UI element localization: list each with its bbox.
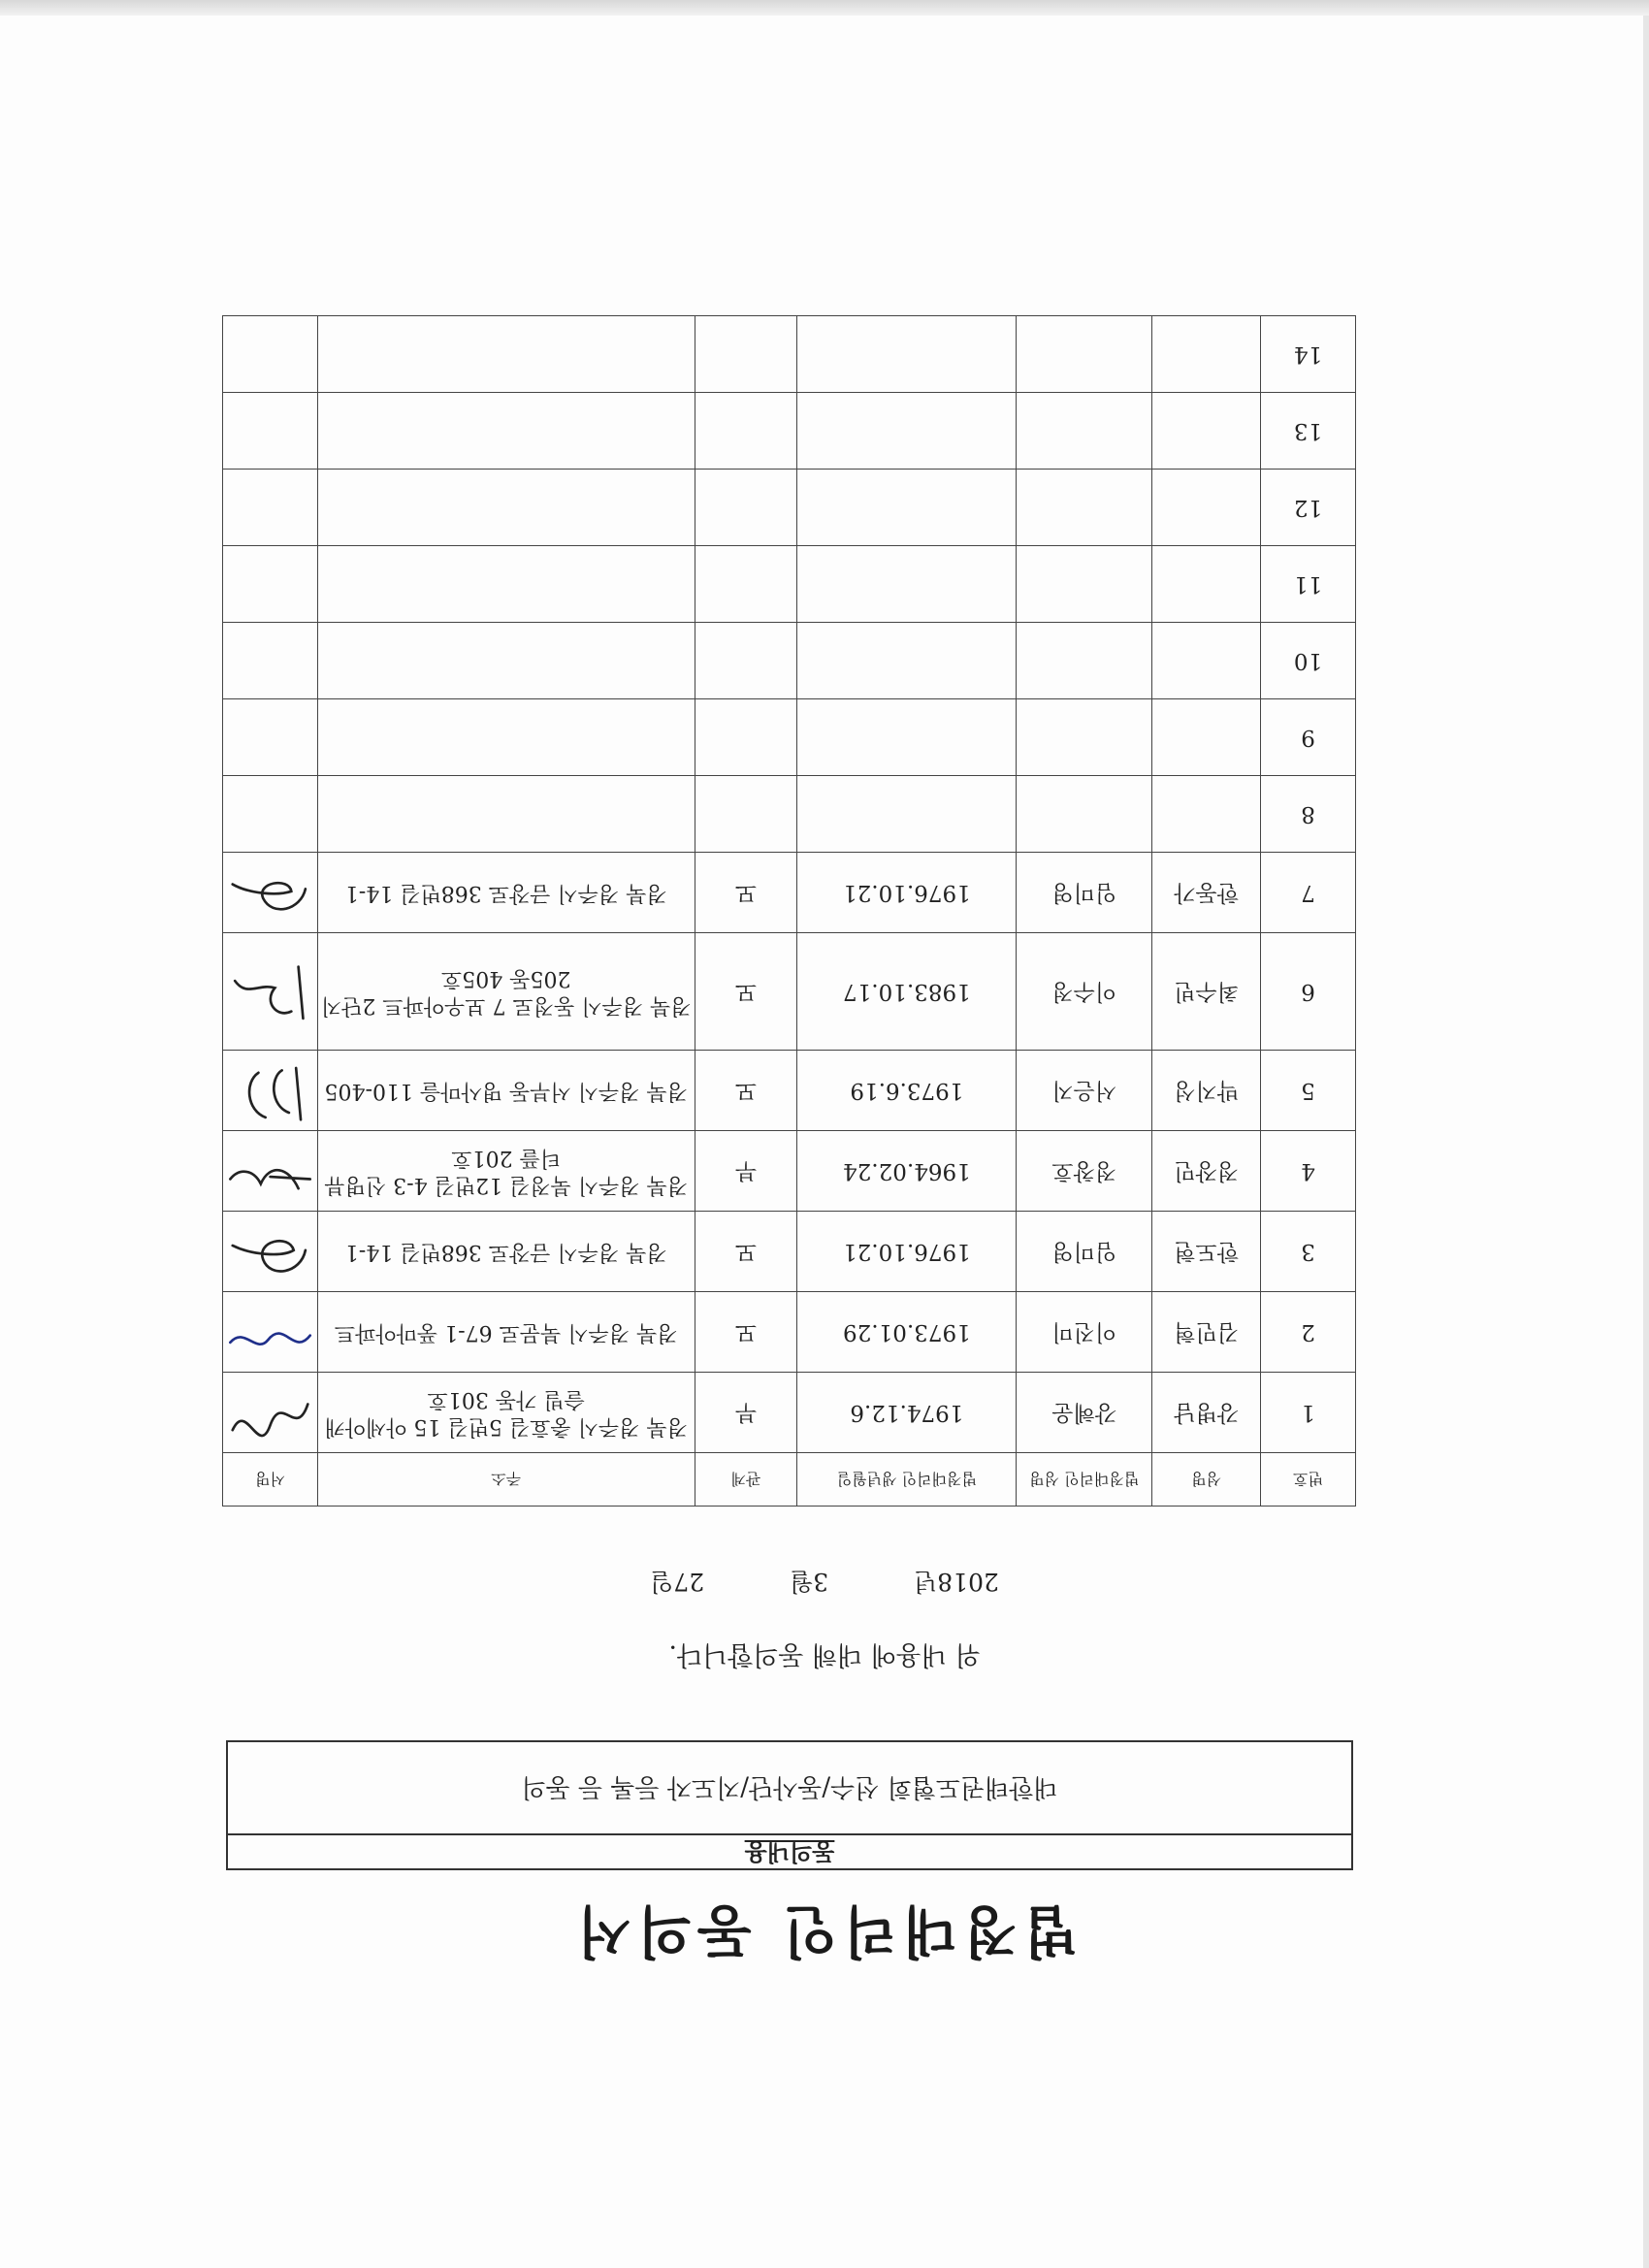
cell-no: 11 [1261,546,1356,623]
cell-no: 1 [1261,1373,1356,1453]
cell-relation: 모 [695,1212,797,1292]
cell-signature [223,393,318,470]
table-row [223,623,1356,699]
cell-signature [223,933,318,1051]
scan-edge [0,0,1649,16]
cell-relation [695,393,797,470]
cell-address [317,316,695,393]
cell-address: 경북 경주시 북문로 67-1 풍마아파트 [317,1292,695,1373]
cell-guardian-birth: 1964.02.24 [797,1131,1017,1212]
handwritten-signature [223,1220,317,1291]
table-row [223,1051,1356,1131]
cell-signature [223,1292,318,1373]
cell-address: 경북 경주시 금장로 368번길 14-1 [317,1212,695,1292]
header-address: 주소 [317,1453,695,1507]
cell-no: 6 [1261,933,1356,1051]
cell-relation [695,316,797,393]
cell-guardian-birth: 1973.6.19 [797,1051,1017,1131]
cell-no: 2 [1261,1292,1356,1373]
cell-name: 정장민 [1152,1131,1261,1212]
cell-signature [223,1212,318,1292]
cell-relation [695,546,797,623]
handwritten-signature [223,1301,317,1372]
cell-name: 한동가 [1152,853,1261,933]
cell-relation: 모 [695,1292,797,1373]
document-title: 법정대리인 동의서 [570,1898,1079,1964]
cell-address [317,470,695,546]
cell-name [1152,393,1261,470]
cell-name [1152,546,1261,623]
cell-no: 14 [1261,316,1356,393]
cell-name: 박지성 [1152,1051,1261,1131]
cell-signature [223,623,318,699]
cell-no: 8 [1261,776,1356,853]
cell-guardian-birth [797,316,1017,393]
cell-signature [223,853,318,933]
cell-name [1152,699,1261,776]
cell-relation: 모 [695,933,797,1051]
cell-name [1152,316,1261,393]
cell-guardian-name: 이진미 [1017,1292,1152,1373]
cell-guardian-birth: 1983.10.17 [797,933,1017,1051]
date-day: 27일 [650,1568,705,1596]
table-row [223,1131,1356,1212]
cell-no: 10 [1261,623,1356,699]
guardian-table [222,315,1356,1507]
date-line [0,1566,1649,1601]
cell-no: 7 [1261,853,1356,933]
cell-no: 5 [1261,1051,1356,1131]
cell-relation [695,470,797,546]
cell-guardian-name: 강혜운 [1017,1373,1152,1453]
cell-guardian-name: 정창호 [1017,1131,1152,1212]
cell-guardian-birth: 1973.01.29 [797,1292,1017,1373]
cell-name: 강병남 [1152,1373,1261,1453]
cell-relation: 모 [695,853,797,933]
table-row [223,776,1356,853]
table-header-row [223,1453,1356,1507]
cell-no: 3 [1261,1212,1356,1292]
cell-relation: 부 [695,1373,797,1453]
handwritten-signature [223,960,317,1031]
cell-guardian-name: 임미영 [1017,853,1152,933]
table-row [223,546,1356,623]
header-relation: 관계 [695,1453,797,1507]
cell-name: 한도현 [1152,1212,1261,1292]
cell-signature [223,470,318,546]
cell-guardian-name: 서은지 [1017,1051,1152,1131]
table-row [223,1212,1356,1292]
consent-body: 대한태권도협회 선수/동사단/지도자 등록 등 동의 [521,1772,1058,1801]
cell-address: 경북 경주시 동정로 7 보우아파트 2단지 205동 405호 [317,933,695,1051]
consent-header: 동의내용 [228,1833,1351,1868]
cell-address [317,546,695,623]
cell-signature [223,546,318,623]
header-guardian-name: 법정대리인 성명 [1017,1453,1152,1507]
cell-name: 김민혁 [1152,1292,1261,1373]
cell-guardian-name [1017,470,1152,546]
cell-guardian-birth: 1976.10.21 [797,853,1017,933]
cell-address: 경북 경주시 서부동 명사마을 110-405 [317,1051,695,1131]
cell-address: 경북 경주시 북정길 12번길 4-3 신명뷰티플 201호 [317,1131,695,1212]
cell-address [317,699,695,776]
table-row [223,853,1356,933]
cell-guardian-name: 임미영 [1017,1212,1152,1292]
cell-guardian-name: 이수정 [1017,933,1152,1051]
cell-relation [695,623,797,699]
cell-relation [695,699,797,776]
cell-relation: 부 [695,1131,797,1212]
cell-name [1152,776,1261,853]
cell-signature [223,1131,318,1212]
consent-box [226,1740,1353,1870]
cell-guardian-birth: 1976.10.21 [797,1212,1017,1292]
cell-address: 경북 경주시 금장로 368번길 14-1 [317,853,695,933]
header-no: 번호 [1261,1453,1356,1507]
table-row [223,393,1356,470]
table-row [223,699,1356,776]
cell-relation: 모 [695,1051,797,1131]
cell-no: 12 [1261,470,1356,546]
cell-guardian-birth [797,546,1017,623]
cell-guardian-birth [797,776,1017,853]
cell-guardian-birth [797,623,1017,699]
cell-guardian-birth [797,699,1017,776]
handwritten-signature [223,1381,317,1452]
cell-no: 4 [1261,1131,1356,1212]
cell-guardian-name [1017,623,1152,699]
table-row [223,470,1356,546]
cell-address [317,393,695,470]
cell-address: 경북 경주시 충효길 5번길 15 아세아캐슬빌 가동 301호 [317,1373,695,1453]
table-row [223,933,1356,1051]
cell-address [317,776,695,853]
header-guardian-birth: 법정대리인 생년월일 [797,1453,1017,1507]
cell-signature [223,1373,318,1453]
cell-guardian-birth: 1974.12.6 [797,1373,1017,1453]
cell-signature [223,776,318,853]
cell-guardian-name [1017,546,1152,623]
date-month: 3월 [790,1568,829,1596]
cell-guardian-name [1017,776,1152,853]
cell-name [1152,623,1261,699]
cell-guardian-birth [797,393,1017,470]
cell-signature [223,1051,318,1131]
cell-guardian-birth [797,470,1017,546]
cell-address [317,623,695,699]
cell-relation [695,776,797,853]
handwritten-signature [223,1059,317,1130]
table-row [223,1292,1356,1373]
date-year: 2018년 [914,1568,999,1596]
header-name: 성명 [1152,1453,1261,1507]
cell-guardian-name [1017,316,1152,393]
handwritten-signature [223,861,317,932]
table-row [223,1373,1356,1453]
header-signature: 서명 [223,1453,318,1507]
handwritten-signature [223,1140,317,1211]
table-row [223,316,1356,393]
cell-guardian-name [1017,699,1152,776]
cell-no: 9 [1261,699,1356,776]
cell-name: 최수빈 [1152,933,1261,1051]
cell-name [1152,470,1261,546]
cell-guardian-name [1017,393,1152,470]
agreement-statement: 위 내용에 대해 동의합니다. [668,1639,981,1669]
cell-signature [223,316,318,393]
cell-signature [223,699,318,776]
cell-no: 13 [1261,393,1356,470]
